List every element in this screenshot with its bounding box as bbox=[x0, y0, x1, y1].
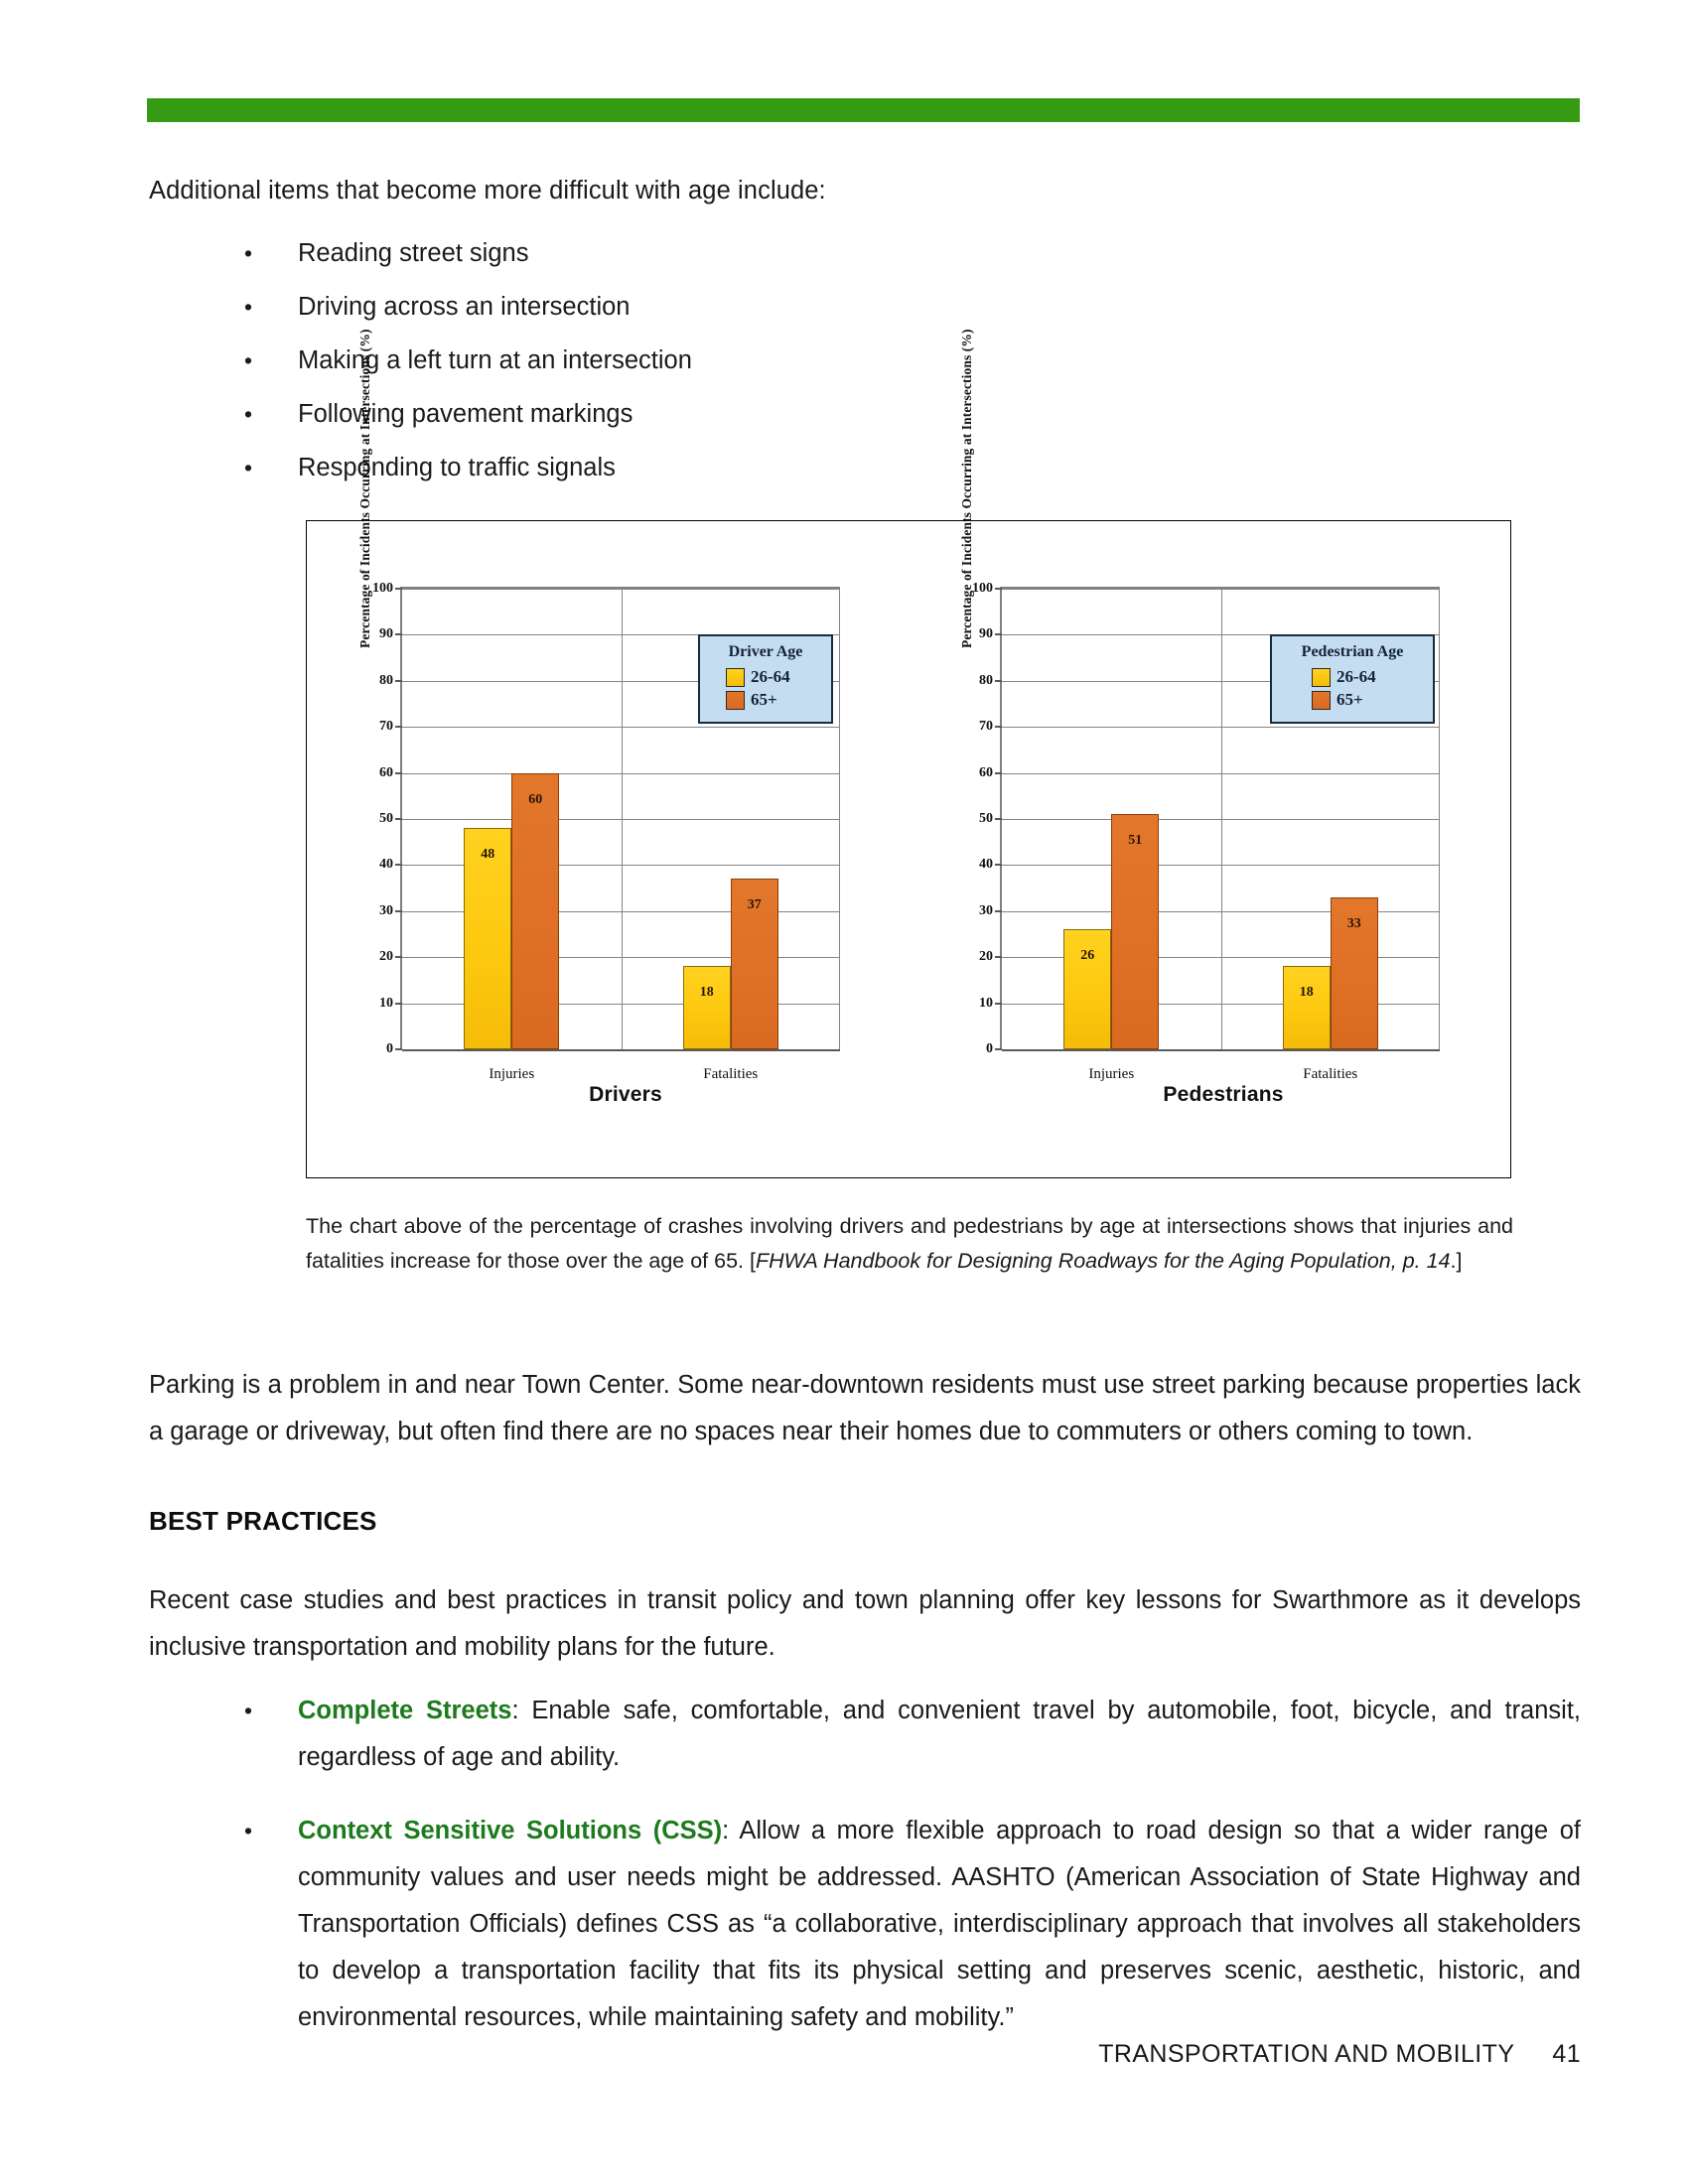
list-item bbox=[149, 280, 1440, 334]
category-separator bbox=[622, 589, 623, 1049]
y-tick-mark bbox=[395, 910, 402, 912]
y-tick-label: 100 bbox=[972, 581, 993, 596]
y-tick-label: 30 bbox=[979, 902, 993, 918]
y-tick-label: 40 bbox=[379, 857, 393, 873]
legend-title: Driver Age bbox=[728, 643, 803, 660]
parking-paragraph: Parking is a problem in and near Town Center. Some near-downtown residents must use street parking because properties lack a garage or driveway, but often find there are no spaces near their homes due to commuters or others coming to town. bbox=[149, 1371, 1581, 1445]
bar-65plus-injuries bbox=[1111, 814, 1159, 1049]
list-item bbox=[149, 226, 1440, 280]
y-axis-title: Percentage of Incidents Occurring at Intersections (%) bbox=[959, 329, 974, 648]
bar-26-64-fatalities bbox=[1283, 966, 1331, 1049]
legend-label: 26-64 bbox=[1336, 667, 1376, 686]
list-item-label: Making a left turn at an intersection bbox=[298, 346, 692, 374]
list-item bbox=[149, 387, 1440, 441]
y-tick-mark bbox=[995, 864, 1002, 866]
best-practices-intro: Recent case studies and best practices in transit policy and town planning offer key lessons for Swarthmore as it develops inclusive transportation and mobility plans for the future. bbox=[149, 1586, 1581, 1661]
bullet-icon: • bbox=[244, 1698, 253, 1723]
category-separator bbox=[1221, 589, 1222, 1049]
bullet-icon: • bbox=[244, 1818, 253, 1843]
list-item-label: Responding to traffic signals bbox=[298, 454, 616, 481]
chart-pedestrians bbox=[909, 329, 1510, 1177]
y-tick-label: 50 bbox=[379, 811, 393, 826]
y-tick-label: 10 bbox=[979, 995, 993, 1011]
legend-label: 65+ bbox=[751, 690, 777, 709]
x-category-label: Fatalities bbox=[703, 1066, 759, 1082]
y-tick-mark bbox=[395, 956, 402, 958]
y-tick-mark bbox=[995, 818, 1002, 820]
list-item bbox=[149, 1808, 1581, 2041]
list-item-label: Following pavement markings bbox=[298, 400, 633, 428]
bar-value-label: 18 bbox=[1299, 985, 1314, 1001]
legend-label: 65+ bbox=[1336, 690, 1363, 709]
y-tick-label: 0 bbox=[986, 1041, 993, 1056]
figure-caption-tail: .] bbox=[1450, 1249, 1463, 1273]
bullet-icon: • bbox=[244, 455, 253, 480]
y-tick-mark bbox=[995, 1003, 1002, 1005]
page-number: 41 bbox=[1552, 2040, 1581, 2068]
y-tick-mark bbox=[395, 864, 402, 866]
y-tick-mark bbox=[395, 1048, 402, 1050]
y-tick-mark bbox=[395, 680, 402, 682]
y-tick-mark bbox=[395, 772, 402, 774]
bar-value-label: 48 bbox=[481, 847, 495, 863]
y-tick-mark bbox=[995, 633, 1002, 635]
y-tick-mark bbox=[395, 1003, 402, 1005]
list-item-label: Reading street signs bbox=[298, 239, 529, 267]
header-accent-rule bbox=[147, 98, 1580, 122]
legend-entry bbox=[726, 667, 819, 687]
x-category-label: Injuries bbox=[1088, 1066, 1135, 1082]
y-tick-label: 80 bbox=[979, 672, 993, 688]
bullet-icon: • bbox=[244, 347, 253, 373]
plot-right-edge bbox=[1439, 589, 1440, 1049]
page-footer bbox=[149, 2040, 1581, 2069]
plot-right-edge bbox=[839, 589, 840, 1049]
bar-value-label: 18 bbox=[699, 985, 714, 1001]
y-tick-label: 40 bbox=[979, 857, 993, 873]
y-tick-mark bbox=[995, 588, 1002, 590]
y-tick-mark bbox=[995, 726, 1002, 728]
legend-title: Pedestrian Age bbox=[1301, 643, 1404, 660]
y-tick-mark bbox=[995, 680, 1002, 682]
bar-65plus-fatalities bbox=[731, 879, 778, 1049]
y-tick-label: 90 bbox=[379, 626, 393, 642]
practice-body: : Allow a more flexible approach to road design so that a wider range of community values and user needs might be addressed. AASHTO (American Association of State Highway and Transportation Officials) defines CSS as “a collaborative, interdisciplinary approach that involves all stakeholders to develop a transportation facility that fits its physical setting and preserves scenic, aesthetic, historic, and environmental resources, while maintaining safety and mobility.” bbox=[298, 1817, 1581, 2031]
y-tick-mark bbox=[395, 633, 402, 635]
legend-swatch-icon bbox=[726, 668, 745, 687]
y-tick-label: 10 bbox=[379, 995, 393, 1011]
y-tick-mark bbox=[995, 772, 1002, 774]
figure-caption bbox=[306, 1209, 1513, 1279]
section-heading-best-practices: BEST PRACTICES bbox=[149, 1506, 377, 1536]
y-tick-mark bbox=[395, 588, 402, 590]
bullet-icon: • bbox=[244, 240, 253, 266]
y-tick-label: 20 bbox=[379, 949, 393, 965]
figure-caption-source: FHWA Handbook for Designing Roadways for the Aging Population, p. 14 bbox=[755, 1249, 1451, 1273]
y-tick-label: 20 bbox=[979, 949, 993, 965]
list-item bbox=[149, 441, 1440, 494]
y-tick-mark bbox=[395, 818, 402, 820]
legend-swatch-icon bbox=[1312, 691, 1331, 710]
legend-entry bbox=[726, 690, 819, 710]
x-category-label: Injuries bbox=[489, 1066, 535, 1082]
practice-body: : Enable safe, comfortable, and convenient travel by automobile, foot, bicycle, and transit, regardless of age and ability. bbox=[298, 1697, 1582, 1771]
bar-26-64-injuries bbox=[1063, 929, 1111, 1049]
best-practices-list bbox=[149, 1688, 1581, 2068]
y-tick-mark bbox=[395, 726, 402, 728]
legend-driver-age bbox=[698, 634, 833, 724]
legend-swatch-icon bbox=[726, 691, 745, 710]
y-tick-label: 90 bbox=[979, 626, 993, 642]
bar-65plus-fatalities bbox=[1331, 897, 1378, 1049]
practice-term: Context Sensitive Solutions (CSS) bbox=[298, 1817, 723, 1844]
y-tick-label: 30 bbox=[379, 902, 393, 918]
bar-26-64-fatalities bbox=[683, 966, 731, 1049]
y-tick-mark bbox=[995, 1048, 1002, 1050]
list-item bbox=[149, 334, 1440, 387]
lead-paragraph: Additional items that become more difficult with age include: bbox=[149, 177, 826, 205]
bar-value-label: 33 bbox=[1346, 915, 1361, 931]
footer-section-title: TRANSPORTATION AND MOBILITY bbox=[1098, 2040, 1515, 2068]
figure-caption-text: The chart above of the percentage of crashes involving drivers and pedestrians by age at intersections shows that injuries and fatalities increase for those over the age of 65. [ bbox=[306, 1214, 1513, 1273]
x-category-label: Fatalities bbox=[1303, 1066, 1358, 1082]
y-tick-mark bbox=[995, 956, 1002, 958]
y-tick-mark bbox=[995, 910, 1002, 912]
list-item bbox=[149, 1688, 1581, 1781]
bullet-icon: • bbox=[244, 401, 253, 427]
legend-label: 26-64 bbox=[751, 667, 790, 686]
practice-term: Complete Streets bbox=[298, 1697, 512, 1724]
bar-value-label: 51 bbox=[1128, 833, 1143, 849]
bar-65plus-injuries bbox=[511, 773, 559, 1049]
y-tick-label: 70 bbox=[379, 719, 393, 735]
chart-title-pedestrians: Pedestrians bbox=[1163, 1083, 1284, 1106]
y-tick-label: 70 bbox=[979, 719, 993, 735]
bar-value-label: 26 bbox=[1080, 948, 1095, 964]
bar-26-64-injuries bbox=[464, 828, 511, 1049]
y-tick-label: 60 bbox=[379, 764, 393, 780]
y-tick-label: 60 bbox=[979, 764, 993, 780]
y-tick-label: 0 bbox=[386, 1041, 393, 1056]
y-axis-title: Percentage of Incidents Occurring at Intersections (%) bbox=[357, 329, 372, 648]
bar-value-label: 60 bbox=[528, 791, 543, 807]
y-tick-label: 80 bbox=[379, 672, 393, 688]
y-tick-label: 50 bbox=[979, 811, 993, 826]
difficulty-bullet-list bbox=[149, 226, 1440, 494]
gridline bbox=[402, 1049, 840, 1051]
legend-pedestrian-age bbox=[1270, 634, 1435, 724]
bar-value-label: 37 bbox=[747, 897, 762, 913]
chart-title-drivers: Drivers bbox=[589, 1083, 662, 1106]
gridline bbox=[1002, 1049, 1440, 1051]
bullet-icon: • bbox=[244, 294, 253, 320]
list-item-label: Driving across an intersection bbox=[298, 293, 631, 321]
y-tick-label: 100 bbox=[372, 581, 393, 596]
legend-entry bbox=[1312, 667, 1421, 687]
legend-swatch-icon bbox=[1312, 668, 1331, 687]
legend-entry bbox=[1312, 690, 1421, 710]
